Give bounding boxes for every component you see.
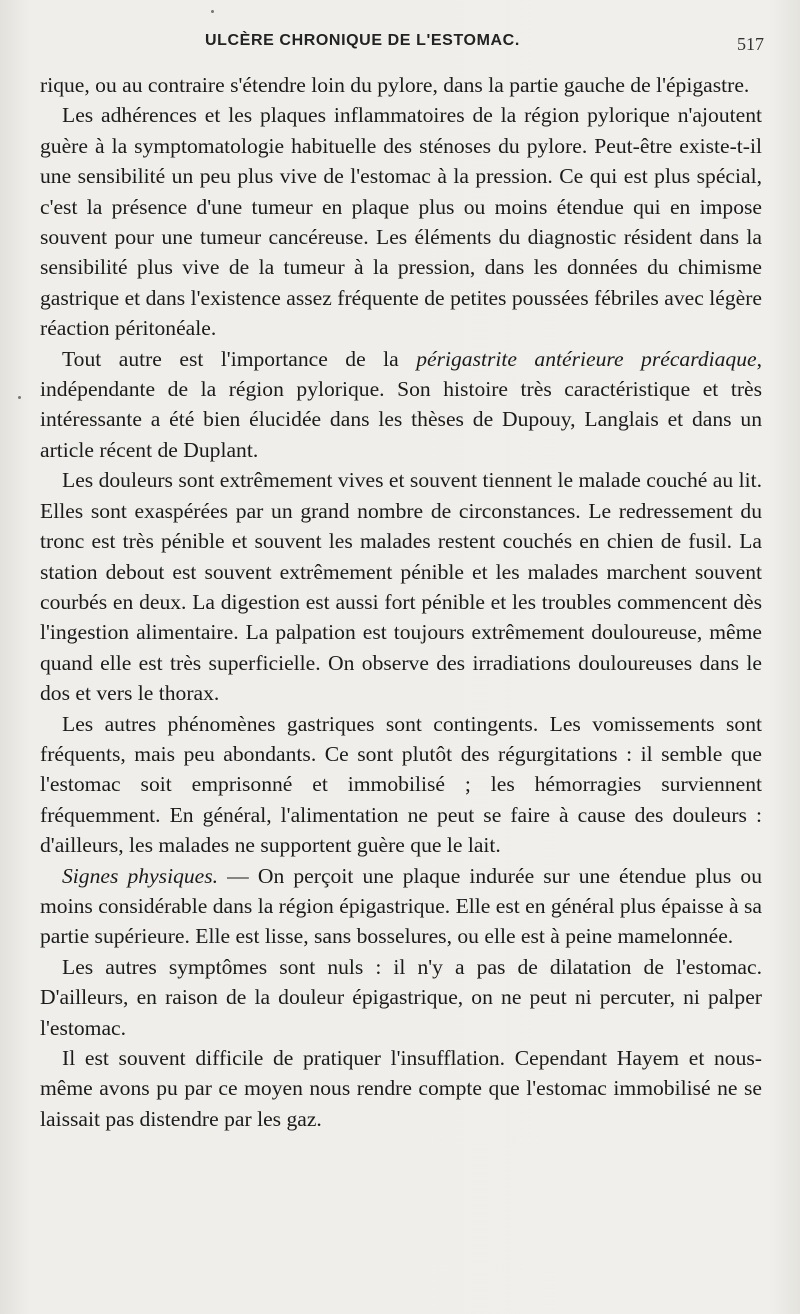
paragraph-text: Les autres symptômes sont nuls : il n'y a pas de dilatation de l'estomac. D'ailleurs, en raison de la douleur épigastrique, on ne peut ni percuter, ni palper l'estomac. [40,954,762,1040]
paragraph-1 [40,70,762,100]
print-speck [211,10,214,13]
paragraph-3 [40,344,762,466]
paragraph-text: — On perçoit une plaque indurée sur une étendue plus ou moins considérable dans la région épigastrique. Elle est en général plus épaisse à sa partie supérieure. Elle est lisse, sans bosselures, ou elle est à peine mamelonnée. [40,863,763,949]
paragraph-text: Les adhérences et les plaques inflammatoires de la région pylorique n'ajoutent guère à la symptomatologie habituelle des sténoses du pylore. Peut-être existe-t-il une sensibilité un peu plus vive de l'estomac à la pression. Ce qui est plus spécial, c'est la présence d'une tumeur en plaque plus ou moins étendue qui en impose souvent pour une tumeur cancéreuse. Les éléments du diagnostic résident dans la sensibilité plus vive de la tumeur à la pression, dans les données du chimisme gastrique et dans l'existence assez fréquente de petites poussées fébriles avec légère réaction péritonéale. [40,103,762,341]
paragraph-2 [40,100,762,343]
running-head [0,30,800,56]
paragraph-4 [40,465,762,708]
page-number: 517 [737,34,764,54]
paragraph-8 [40,1043,762,1134]
paragraph-text: , indépendante de la région pylorique. Son histoire très caractéristique et très intéressante a été bien élucidée dans les thèses de Dupouy, Langlais et dans un article récent de Duplant. [40,346,762,462]
print-speck [18,396,21,399]
paragraph-text: Il est souvent difficile de pratiquer l'insufflation. Cependant Hayem et nous-même avons pu par ce moyen nous rendre compte que l'estomac immobilisé ne se laissait pas distendre par les gaz. [40,1046,762,1131]
text-body [40,70,762,1134]
paragraph-5 [40,709,762,861]
running-head-title: ULCÈRE CHRONIQUE DE L'ESTOMAC. [205,32,520,49]
paragraph-text: Les autres phénomènes gastriques sont contingents. Les vomissements sont fréquents, mais peu abondants. Ce sont plutôt des régurgitations : il semble que l'estomac soit emprisonné et immobilisé ; les hémorragies surviennent fréquemment. En général, l'alimentation ne peut se faire à cause des douleurs : d'ailleurs, les malades ne supportent guère que le lait. [40,711,762,858]
paragraph-text: Les douleurs sont extrêmement vives et souvent tiennent le malade couché au lit. Elles sont exaspérées par un grand nombre de circonstances. Le redressement du tronc est très pénible et souvent les malades restent couchés en chien de fusil. La station debout est souvent extrêmement pénible et les malades marchent souvent courbés en deux. La digestion est aussi fort pénible et les troubles commencent dès l'ingestion alimentaire. La palpation est toujours extrêmement douloureuse, même quand elle est très superficielle. On observe des irradiations douloureuses dans le dos et vers le thorax. [40,468,762,706]
paragraph-7 [40,952,762,1043]
paragraph-6 [40,861,762,952]
italic-term: périgastrite antérieure précardiaque [416,346,757,371]
section-heading-italic: Signes physiques. [62,863,219,888]
paragraph-lead: Tout autre est l'importance de la [62,346,417,371]
paragraph-text: rique, ou au contraire s'étendre loin du pylore, dans la partie gauche de l'épigastre. [40,73,750,97]
